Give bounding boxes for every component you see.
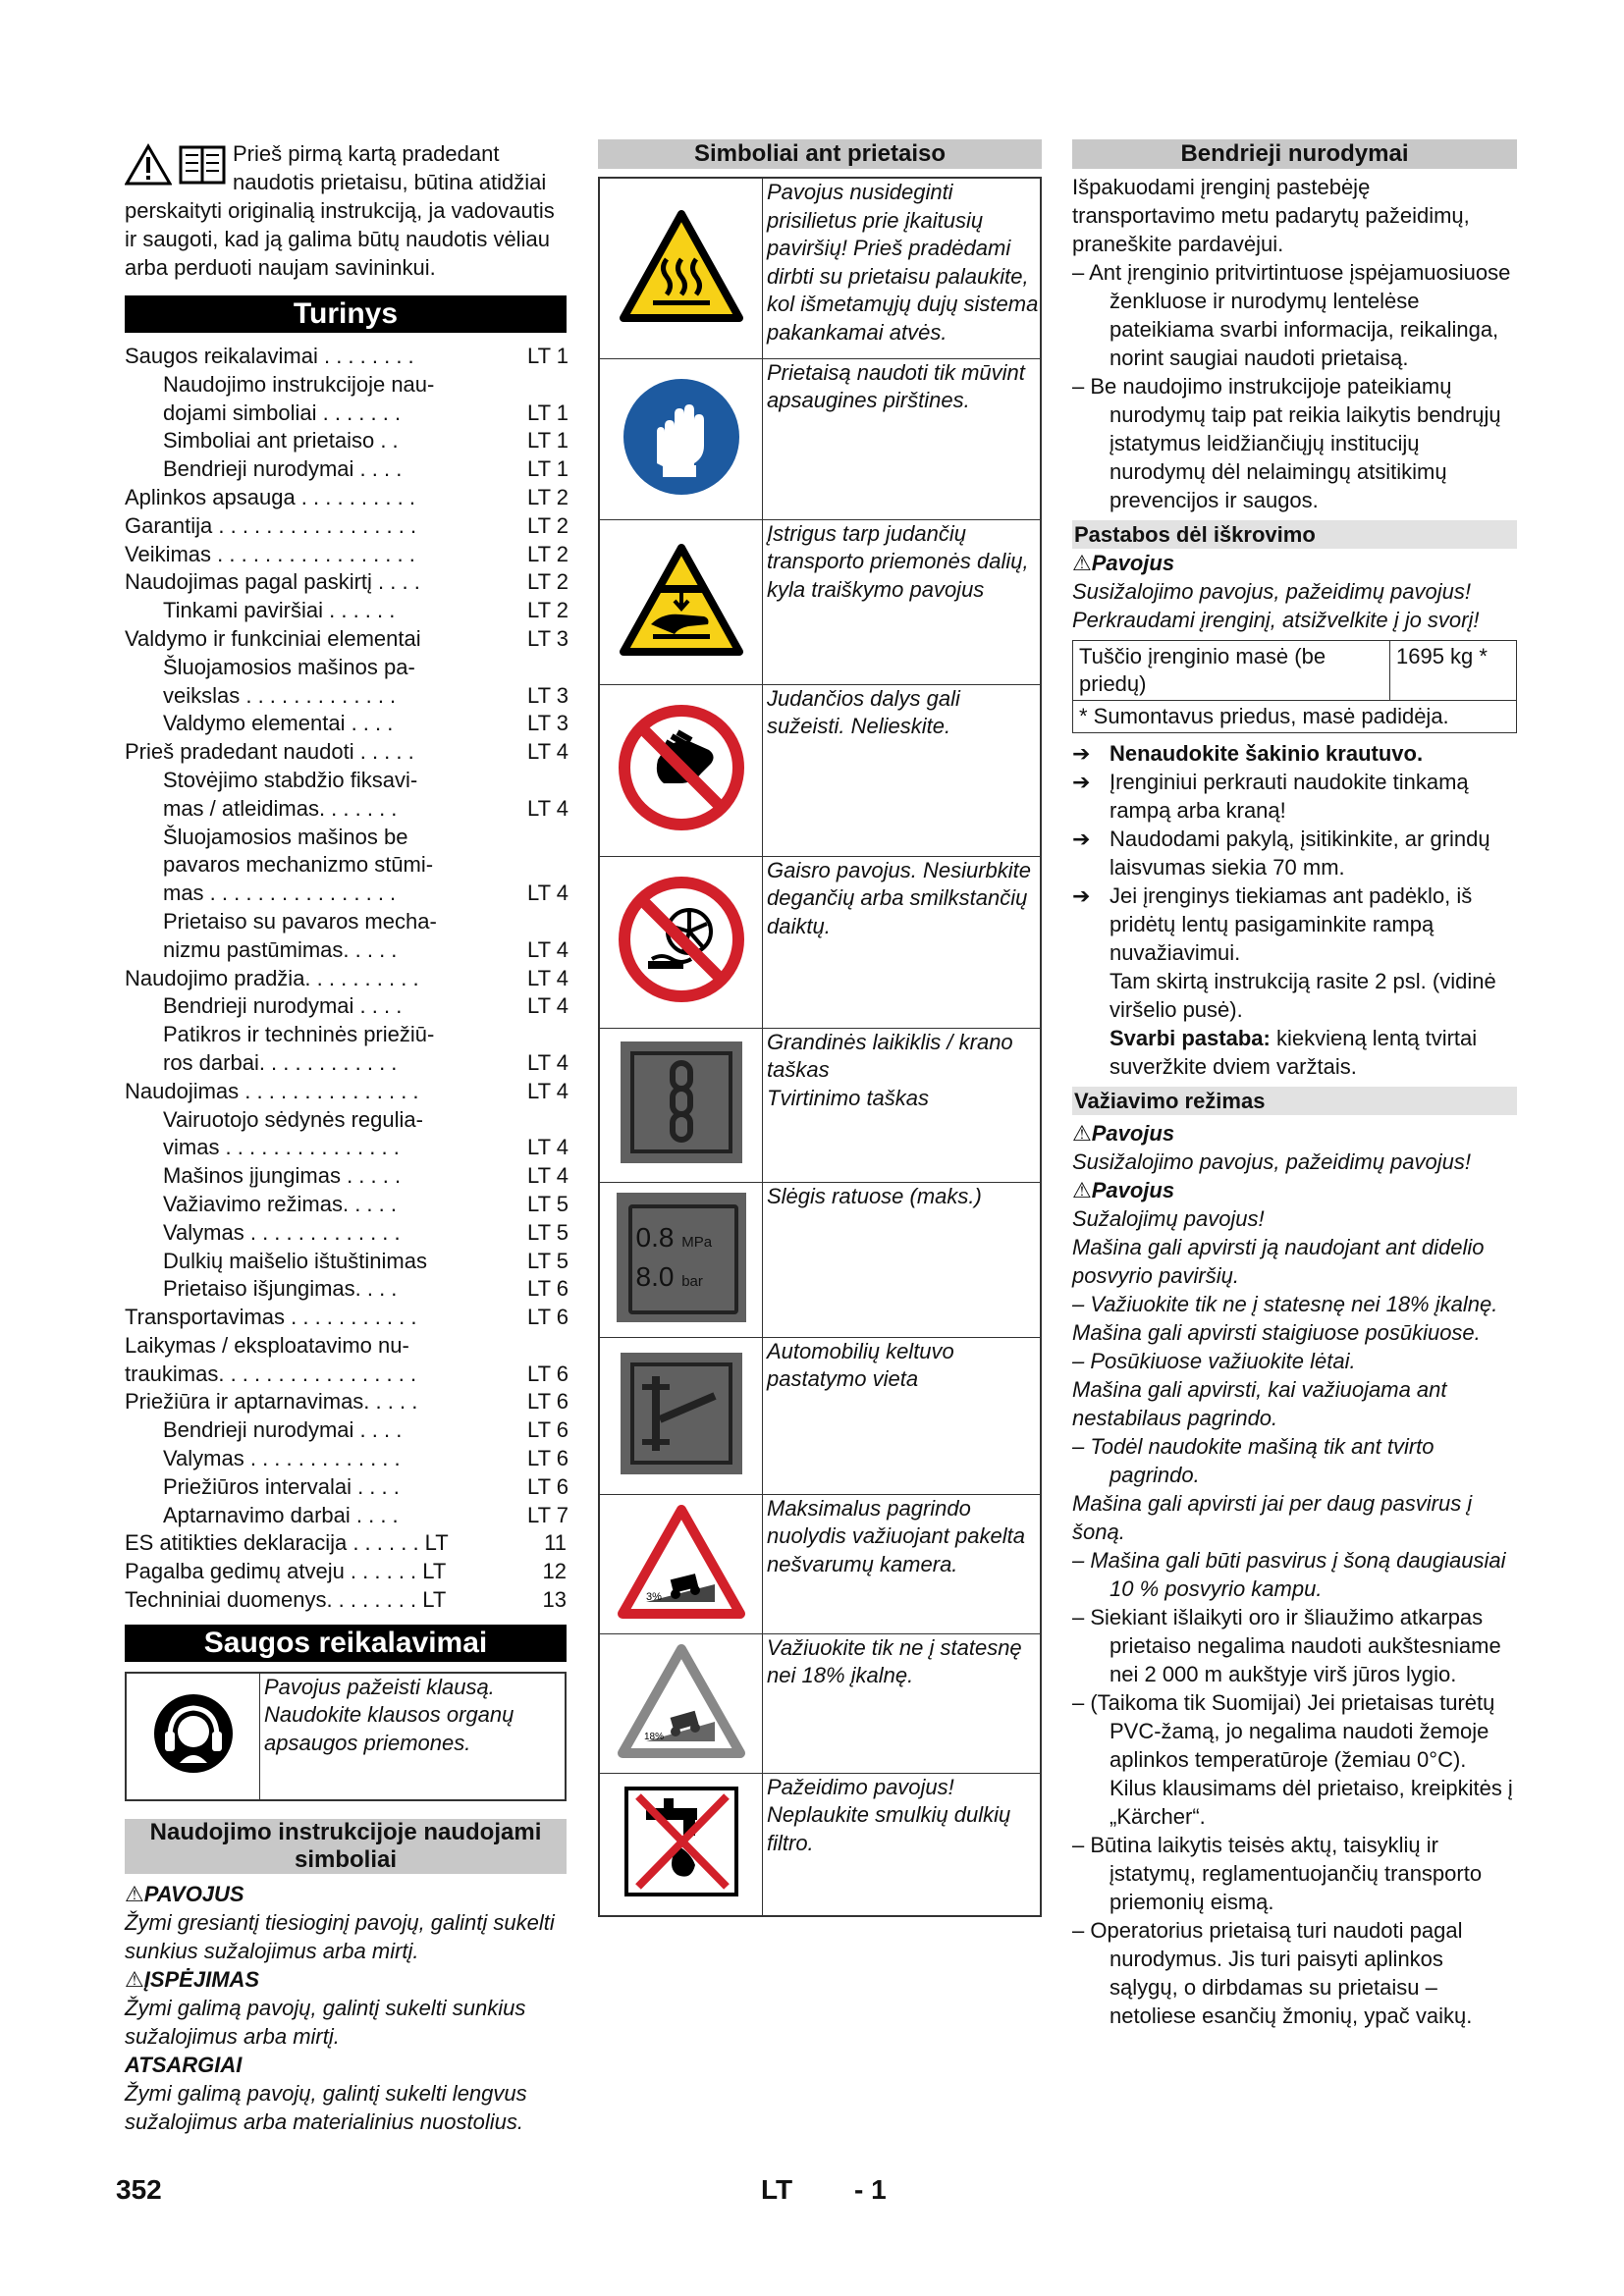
toc-entry[interactable] [125, 1473, 567, 1502]
hearing-protection-table [125, 1672, 567, 1801]
weight-table [1072, 640, 1517, 733]
toc-entry-title: Aptarnavimo darbai . . . . [163, 1502, 399, 1527]
toc-entry-page: LT 4 [527, 795, 568, 821]
toc-entry-title: Techniniai duomenys. . . . . . . . LT [125, 1587, 447, 1613]
toc-entry-title: Bendrieji nurodymai . . . . [163, 456, 403, 482]
toc-entry-title: Saugos reikalavimai . . . . . . . . [125, 344, 414, 368]
driving-dash: – Važiuokite tik ne į statesnę nei 18% įkalnę. [1072, 1292, 1498, 1316]
unload-step-1 [1072, 739, 1517, 768]
general-dash-1: – Ant įrenginio pritvirtintuose įspėjamuosiuose ženkluose ir nurodymų lentelėse pateikiama svarbi informacija, reikalinga, norint saugiai naudoti prietaisą. [1072, 260, 1511, 370]
language-code: LT [761, 2174, 793, 2205]
unload-step-text: Įrenginiui perkrauti naudokite tinkamą rampą arba kraną! [1110, 770, 1469, 823]
driving-dash: – (Taikoma tik Suomijai) Jei prietaisas turėtų PVC-žamą, jo negalima naudoti žemoje aplinkos temperatūroje (žemiau 0°C). Kilus klausimams dėl prietaiso, kreipkitės į „Kärcher“. [1072, 1690, 1513, 1829]
toc-entry-page: LT 1 [527, 456, 568, 482]
toc-entry-page [527, 654, 567, 682]
toc-entry-title: Laikymas / eksploatavimo nu- [125, 1332, 409, 1358]
symbol-text: Slėgis ratuose (maks.) [763, 1182, 1042, 1337]
toc-entry-title: pavaros mechanizmo stūmi- [163, 852, 434, 878]
symbol-icon-cell [599, 1494, 763, 1633]
symbol-icon-cell [599, 1182, 763, 1337]
toc-entry-title: Valymas . . . . . . . . . . . . . [163, 1446, 401, 1471]
toc-entry[interactable] [125, 1586, 567, 1615]
toc-entry-page [527, 824, 567, 852]
toc-entry[interactable] [125, 1502, 567, 1530]
toc-entry[interactable] [125, 1049, 567, 1078]
general-text: Išpakuodami įrenginį pastebėję transportavimo metu padarytų pažeidimų, praneškite pardavėjui. [1072, 175, 1470, 256]
book-icon [178, 143, 227, 187]
toc-entry[interactable] [125, 795, 567, 824]
symbol-icon-cell [599, 519, 763, 684]
general-title: Bendrieji nurodymai [1072, 139, 1517, 169]
toc-entry-page: LT 4 [527, 1049, 568, 1075]
symbol-text: Pažeidimo pavojus! Neplaukite smulkių dulkių filtro. [763, 1773, 1042, 1916]
symbol-description: Žymi gresiantį tiesioginį pavojų, galintį sukelti sunkius sužalojimus arba mirtį. [125, 1909, 555, 1963]
symbol-description: Žymi galimą pavojų, galintį sukelti sunkius sužalojimus arba mirtį. [125, 1995, 526, 2049]
toc-entry-page: LT 2 [527, 598, 568, 623]
table-of-contents [125, 343, 567, 1615]
intro-text: Prieš pirmą kartą pradedant naudotis prietaisu, būtina atidžiai perskaityti originalią instrukciją, ja vadovautis ir saugoti, kad ją galima būtų naudotis vėliau arba perduoti naujam savininkui. [125, 141, 555, 280]
toc-entry-page: LT 4 [527, 936, 568, 962]
toc-entry-page: LT 4 [527, 993, 568, 1019]
toc-entry-title: Veikimas . . . . . . . . . . . . . . . . . [125, 541, 415, 566]
symbol-label: ATSARGIAI [125, 2052, 243, 2077]
toc-entry-title: Valdymo elementai . . . . [163, 711, 394, 736]
driving-dash: – Siekiant išlaikyti oro ir šliaužimo atkarpas prietaiso negalima naudoti aukštesniame nei 2 000 m aukštyje virš jūros lygio. [1072, 1605, 1501, 1686]
symbol-label: ⚠ĮSPĖJIMAS [125, 1966, 260, 1992]
symbol-text: Automobilių keltuvo pastatymo vieta [763, 1337, 1042, 1494]
toc-entry-title: Naudojimas pagal paskirtį . . . . [125, 569, 420, 595]
driving-danger-label: ⚠Pavojus [1072, 1121, 1175, 1146]
chain-lifting-point-icon [617, 1038, 746, 1167]
toc-entry[interactable] [125, 880, 567, 908]
toc-entry-title: dojami simboliai . . . . . . . [163, 400, 402, 425]
toc-entry-page: LT 2 [527, 512, 568, 538]
driving-text: Mašina gali apvirsti staigiuose posūkiuose. [1072, 1320, 1481, 1345]
toc-entry[interactable] [125, 1445, 567, 1473]
toc-entry-page: LT 1 [527, 428, 568, 454]
symbol-text: Maksimalus pagrindo nuolydis važiuojant pakelta nešvarumų kamera. [763, 1494, 1042, 1633]
symbol-text: Grandinės laikiklis / krano taškas Tvirtinimo taškas [763, 1028, 1042, 1182]
weight-label: Tuščio įrenginio masė (be priedų) [1073, 641, 1390, 701]
toc-entry-page: LT 6 [527, 1361, 568, 1386]
toc-entry[interactable] [125, 455, 567, 484]
toc-entry[interactable] [125, 738, 567, 767]
symbol-icon-cell [599, 1773, 763, 1916]
incline-label: 3% [645, 1590, 662, 1603]
toc-entry[interactable] [125, 1304, 567, 1332]
toc-entry[interactable] [125, 1416, 567, 1445]
toc-entry-page: LT 6 [527, 1473, 568, 1499]
unload-step-text: Nenaudokite šakinio krautuvo. [1110, 741, 1424, 766]
toc-entry-title: Stovėjimo stabdžio fiksavi- [163, 767, 418, 792]
toc-entry-title: Prieš pradedant naudoti . . . . . [125, 739, 414, 765]
toc-entry-title: Prietaiso išjungimas. . . . [163, 1276, 398, 1302]
toc-entry[interactable] [125, 851, 567, 880]
toc-entry-title: Transportavimas . . . . . . . . . . . [125, 1305, 417, 1330]
toc-entry-page: LT 6 [527, 1417, 568, 1443]
toc-entry-title: vimas . . . . . . . . . . . . . . . [163, 1135, 400, 1160]
toc-entry-title: Šluojamosios mašinos pa- [163, 654, 415, 679]
toc-entry-title: traukimas. . . . . . . . . . . . . . . . . [125, 1361, 417, 1386]
no-water-icon [617, 1783, 746, 1900]
toc-entry[interactable] [125, 1219, 567, 1248]
toc-entry-page: LT 4 [527, 881, 568, 906]
driving-text: Sužalojimų pavojus! [1072, 1206, 1265, 1231]
toc-entry-page: LT 6 [527, 1389, 568, 1415]
toc-entry-page: LT 4 [527, 965, 568, 990]
incline-label: 18% [643, 1731, 664, 1742]
symbol-icon-cell [599, 358, 763, 519]
toc-entry-page: LT 5 [527, 1219, 568, 1245]
driving-dash: – Būtina laikytis teisės aktų, taisyklių ir įstatymų, reglamentuojančių transporto priemonių eismą. [1072, 1833, 1483, 1914]
toc-entry-title: Priežiūros intervalai . . . . [163, 1473, 400, 1499]
toc-entry-title: veikslas . . . . . . . . . . . . . [163, 682, 397, 708]
toc-entry-title: Valymas . . . . . . . . . . . . . [163, 1219, 401, 1245]
toc-entry-page [527, 1332, 567, 1361]
pressure-unit-mpa: MPa [681, 1233, 713, 1251]
symbol-row [599, 1337, 1041, 1494]
symbol-row [599, 1494, 1041, 1633]
crush-hazard-warning-icon [618, 542, 745, 658]
toc-entry[interactable] [125, 343, 567, 371]
symbol-icon-cell [599, 684, 763, 856]
column-left [125, 139, 567, 2136]
toc-entry[interactable] [125, 992, 567, 1021]
device-symbols-title: Simboliai ant prietaiso [598, 139, 1042, 169]
toc-entry[interactable] [125, 936, 567, 965]
toc-entry[interactable] [125, 767, 567, 795]
toc-entry-page: LT 4 [527, 1163, 568, 1189]
weight-note: * Sumontavus priedus, masė padidėja. [1073, 701, 1517, 733]
toc-entry-title: Dulkių maišelio ištuštinimas [163, 1248, 427, 1273]
toc-entry-page [527, 1021, 567, 1049]
driving-dash: – Mašina gali būti pasvirus į šoną daugiausiai 10 % posvyrio kampu. [1072, 1548, 1506, 1601]
driving-title: Važiavimo režimas [1072, 1087, 1517, 1115]
toc-entry-page: LT 2 [527, 569, 568, 595]
toc-entry-page [527, 851, 567, 880]
arrow-icon: ➔ [1072, 770, 1091, 794]
hot-surface-warning-icon [618, 208, 745, 324]
manual-symbols-list [125, 1880, 567, 2136]
driving-text: Mašina gali apvirsti, kai važiuojama ant nestabilaus pagrindo. [1072, 1377, 1447, 1430]
toc-entry-page [527, 767, 567, 795]
toc-entry-page: LT 5 [527, 1248, 568, 1273]
toc-entry-page: 11 [544, 1530, 567, 1556]
note-text: kiekvieną lentą tvirtai suveržkite dviem varžtais. [1110, 1026, 1478, 1079]
toc-entry-title: Bendrieji nurodymai . . . . [163, 993, 403, 1019]
toc-entry-title: Prietaiso su pavaros mecha- [163, 908, 437, 934]
toc-entry-title: Tinkami paviršiai . . . . . . [163, 598, 396, 623]
toc-entry-title: Valdymo ir funkciniai elementai [125, 625, 421, 651]
toc-entry[interactable] [125, 1275, 567, 1304]
symbol-text: Pavojus nusideginti prisilietus prie įkaitusių paviršių! Prieš pradėdami dirbti su prietaisu palaukite, kol išmetamųjų dujų sistema pakankamai atvės. [763, 178, 1042, 358]
toc-entry-page: LT 3 [527, 625, 568, 651]
toc-entry-title: Važiavimo režimas. . . . . [163, 1191, 397, 1216]
unloading-danger-label: ⚠Pavojus [1072, 551, 1175, 575]
symbol-label: ⚠PAVOJUS [125, 1881, 244, 1906]
column-right [1072, 139, 1517, 2030]
symbol-icon-cell [599, 1028, 763, 1182]
toc-entry-page: LT 7 [527, 1502, 568, 1527]
toc-entry[interactable] [125, 371, 567, 400]
toc-entry-title: ES atitikties deklaracija . . . . . . LT [125, 1530, 449, 1556]
toc-entry-title: Naudojimas . . . . . . . . . . . . . . . [125, 1078, 419, 1103]
toc-entry-page: LT 4 [527, 1135, 568, 1160]
toc-entry[interactable] [125, 1558, 567, 1586]
pressure-value-mpa: 0.8 [635, 1221, 675, 1253]
toc-entry-title: mas . . . . . . . . . . . . . . . . [163, 881, 397, 906]
driving-text: Mašina gali apvirsti jai per daug pasvirus į šoną. [1072, 1491, 1473, 1544]
toc-entry[interactable] [125, 965, 567, 993]
driving-dash: – Operatorius prietaisą turi naudoti pagal nurodymus. Jis turi paisyti aplinkos sąlygų, o dirbdamas su prietaisu – netoliese esančių žmonių, ypač vaikų. [1072, 1918, 1473, 2028]
toc-entry-page: LT 6 [527, 1276, 568, 1302]
symbol-row [599, 358, 1041, 519]
toc-entry-page: LT 1 [527, 400, 568, 425]
toc-entry[interactable] [125, 1162, 567, 1191]
max-incline-warning-icon [617, 1504, 746, 1620]
toc-entry[interactable] [125, 1134, 567, 1162]
toc-entry-page [527, 908, 567, 936]
toc-entry[interactable] [125, 484, 567, 512]
toc-entry-page: LT 2 [527, 484, 568, 509]
unload-instruction-ref: Tam skirtą instrukciją rasite 2 psl. (vidinė viršelio pusė). [1110, 969, 1496, 1022]
unload-step-text: Naudodami pakylą, įsitikinkite, ar grindų laisvumas siekia 70 mm. [1110, 827, 1490, 880]
toc-entry-title: ros darbai. . . . . . . . . . . . [163, 1049, 398, 1075]
symbol-row [599, 684, 1041, 856]
toc-entry[interactable] [125, 1361, 567, 1389]
toc-title: Turinys [125, 295, 567, 333]
arrow-icon: ➔ [1072, 827, 1091, 851]
unloading-title: Pastabos dėl iškrovimo [1072, 520, 1517, 549]
toc-entry-title: Patikros ir techninės priežiū- [163, 1022, 435, 1047]
toc-entry-title: Simboliai ant prietaiso . . [163, 428, 399, 454]
toc-entry-page: 13 [542, 1587, 567, 1613]
do-not-touch-icon [617, 703, 746, 832]
unload-step-text: Jei įrenginys tiekiamas ant padėklo, iš pridėtų lentų pasigaminkite rampą nuvažiavimui. [1110, 883, 1473, 965]
unload-note [1072, 1024, 1517, 1081]
toc-entry-title: Naudojimo pradžia. . . . . . . . . . [125, 965, 419, 990]
symbol-description: Žymi galimą pavojų, galintį sukelti lengvus sužalojimus arba materialinius nuostolius. [125, 2080, 527, 2134]
toc-entry[interactable] [125, 824, 567, 852]
toc-entry[interactable] [125, 541, 567, 569]
toc-entry[interactable] [125, 400, 567, 428]
arrow-icon: ➔ [1072, 741, 1091, 766]
toc-entry[interactable] [125, 625, 567, 654]
driving-text: Mašina gali apvirsti ją naudojant ant didelio posvyrio paviršių. [1072, 1235, 1485, 1288]
symbol-row [599, 1633, 1041, 1773]
toc-entry-title: Pagalba gedimų atveju . . . . . . LT [125, 1559, 447, 1584]
unloading-danger-text: Susižalojimo pavojus, pažeidimų pavojus! Perkraudami įrenginį, atsižvelkite į jo svorį! [1072, 579, 1480, 632]
toc-entry-page [527, 371, 567, 400]
pressure-value-bar: 8.0 [635, 1260, 675, 1292]
toc-entry[interactable] [125, 1248, 567, 1276]
toc-entry[interactable] [125, 1106, 567, 1135]
toc-entry-title: mas / atleidimas. . . . . . . [163, 795, 398, 821]
driving-dash: – Todėl naudokite mašiną tik ant tvirto pagrindo. [1072, 1434, 1435, 1487]
toc-entry-page: LT 2 [527, 541, 568, 566]
symbol-text: Judančios dalys gali sužeisti. Nelieskite. [763, 684, 1042, 856]
hearing-protection-icon [152, 1692, 235, 1775]
toc-entry[interactable] [125, 682, 567, 711]
toc-entry-title: Priežiūra ir aptarnavimas. . . . . [125, 1389, 418, 1415]
toc-entry-page [527, 1106, 567, 1135]
toc-entry[interactable] [125, 512, 567, 541]
toc-entry-page: LT 5 [527, 1191, 568, 1216]
symbol-row [599, 1028, 1041, 1182]
driving-danger-label: ⚠Pavojus [1072, 1178, 1175, 1202]
toc-entry-page: LT 6 [527, 1305, 568, 1330]
toc-entry-page: LT 6 [527, 1446, 568, 1471]
unload-step-4 [1072, 881, 1517, 967]
toc-entry[interactable] [125, 1078, 567, 1106]
driving-text: Susižalojimo pavojus, pažeidimų pavojus! [1072, 1149, 1471, 1174]
intro [125, 139, 567, 282]
toc-entry-page: LT 1 [527, 344, 568, 368]
symbol-row [599, 1182, 1041, 1337]
pressure-gauge-icon [617, 1193, 746, 1322]
note-label: Svarbi pastaba: [1110, 1026, 1271, 1050]
symbol-row [599, 519, 1041, 684]
no-fire-icon [617, 875, 746, 1004]
hearing-icon-cell [126, 1673, 260, 1800]
toc-entry[interactable] [125, 1529, 567, 1558]
toc-entry-title: Aplinkos apsauga . . . . . . . . . . [125, 484, 415, 509]
toc-entry[interactable] [125, 1191, 567, 1219]
hearing-text: Pavojus pažeisti klausą. Naudokite klausos organų apsaugos priemones. [260, 1673, 567, 1800]
toc-entry-title: nizmu pastūmimas. . . . . [163, 936, 398, 962]
wear-gloves-icon [622, 377, 741, 497]
general-dash-2: – Be naudojimo instrukcijoje pateikiamų nurodymų taip pat reikia laikytis bendrųjų įstatymus leidžiančiųjų institucijų nurodymų dėl nelaimingų atsitikimų prevencijos ir saugos. [1072, 374, 1501, 512]
toc-entry-page: LT 3 [527, 711, 568, 736]
toc-entry-title: Bendrieji nurodymai . . . . [163, 1417, 403, 1443]
pressure-unit-bar: bar [681, 1272, 703, 1290]
symbol-text: Įstrigus tarp judančių transporto priemonės dalių, kyla traiškymo pavojus [763, 519, 1042, 684]
symbol-row [599, 178, 1041, 358]
symbol-icon-cell [599, 856, 763, 1028]
unload-step-3 [1072, 825, 1517, 881]
intro-icons [125, 139, 233, 192]
unload-step-2 [1072, 768, 1517, 825]
symbol-text: Prietaisą naudoti tik mūvint apsaugines pirštines. [763, 358, 1042, 519]
car-lift-point-icon [617, 1349, 746, 1478]
toc-entry-title: Naudojimo instrukcijoje nau- [163, 371, 435, 397]
toc-entry[interactable] [125, 597, 567, 625]
manual-symbols-title: Naudojimo instrukcijoje naudojami simboliai [125, 1819, 567, 1874]
weight-value: 1695 kg * [1390, 641, 1517, 701]
symbol-text: Gaisro pavojus. Nesiurbkite degančių arba smilkstančių daiktų. [763, 856, 1042, 1028]
symbol-text: Važiuokite tik ne į statesnę nei 18% įkalnę. [763, 1633, 1042, 1773]
toc-entry[interactable] [125, 1388, 567, 1416]
toc-entry[interactable] [125, 908, 567, 936]
driving-dash: – Posūkiuose važiuokite lėtai. [1072, 1349, 1356, 1373]
toc-entry[interactable] [125, 427, 567, 455]
symbol-icon-cell [599, 1337, 763, 1494]
toc-entry-title: Šluojamosios mašinos be [163, 824, 408, 849]
arrow-icon: ➔ [1072, 883, 1091, 908]
toc-entry-title: Mašinos įjungimas . . . . . [163, 1163, 402, 1189]
toc-entry-page: LT 4 [527, 1078, 568, 1103]
warning-triangle-icon [125, 143, 172, 187]
toc-entry[interactable] [125, 1332, 567, 1361]
symbol-icon-cell [599, 178, 763, 358]
page-number: 352 [116, 2174, 162, 2205]
device-symbols-table [598, 177, 1042, 1917]
section-number: - 1 [854, 2174, 887, 2205]
symbol-icon-cell [599, 1633, 763, 1773]
toc-entry-title: Vairuotojo sėdynės regulia- [163, 1106, 423, 1132]
symbol-row [599, 1773, 1041, 1916]
safety-title: Saugos reikalavimai [125, 1625, 567, 1662]
toc-entry[interactable] [125, 568, 567, 597]
column-middle [598, 139, 1042, 1917]
toc-entry-page: LT 4 [527, 739, 568, 765]
toc-entry-page: 12 [542, 1559, 567, 1584]
toc-entry[interactable] [125, 1021, 567, 1049]
incline-warning-icon [617, 1643, 746, 1759]
toc-entry-page: LT 3 [527, 682, 568, 708]
symbol-row [599, 856, 1041, 1028]
toc-entry[interactable] [125, 710, 567, 738]
toc-entry-title: Garantija . . . . . . . . . . . . . . . . . [125, 512, 417, 538]
toc-entry[interactable] [125, 654, 567, 682]
